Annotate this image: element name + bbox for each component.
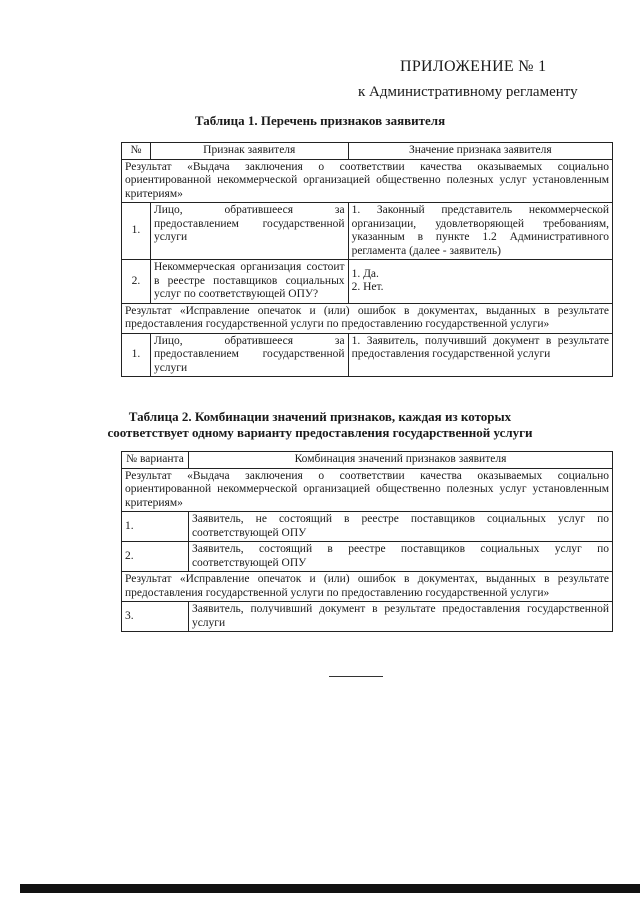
table2-caption-line2: соответствует одному варианту предоставления государственной услуги	[107, 425, 533, 440]
table2-caption-line1: Таблица 2. Комбинации значений признаков, каждая из которых	[128, 409, 512, 424]
variant-number: 3.	[122, 602, 189, 632]
value-option-yes: 1. Да.	[351, 267, 379, 280]
section-result-correction: Результат «Исправление опечаток и (или) ошибок в документах, выданных в результате предоставления государственной услуги по предоставлению государственной услуги»	[122, 572, 613, 602]
col-header-combination: Комбинация значений признаков заявителя	[188, 452, 612, 469]
table2-header-row	[122, 452, 613, 469]
col-header-variant-number: № варианта	[122, 452, 189, 469]
applicant-sign: Некоммерческая организация состоит в реестре поставщиков социальных услуг по соответствующей ОПУ?	[150, 260, 348, 304]
table1-section-row	[122, 303, 613, 333]
variant-combination: Заявитель, не состоящий в реестре поставщиков социальных услуг по соответствующей ОПУ	[188, 512, 612, 542]
section-result-conclusion: Результат «Выдача заключения о соответствии качества оказываемых социально ориентированной некоммерческой организацией общественно полезных услуг установленным критериям»	[122, 468, 613, 512]
variant-number: 1.	[122, 512, 189, 542]
section-result-conclusion: Результат «Выдача заключения о соответствии качества оказываемых социально ориентированной некоммерческой организацией общественно полезных услуг установленным критериям»	[122, 159, 613, 203]
table2-caption	[0, 409, 640, 441]
section-result-correction: Результат «Исправление опечаток и (или) ошибок в документах, выданных в результате предоставления государственной услуги по предоставлению государственной услуги»	[122, 303, 613, 333]
footer-divider	[329, 676, 383, 677]
table1-caption: Таблица 1. Перечень признаков заявителя	[194, 113, 446, 128]
variant-combinations-table	[121, 451, 613, 632]
sign-value: 1. Заявитель, получивший документ в результате предоставления государственной услуги	[348, 333, 612, 377]
appendix-subtitle: к Административному регламенту	[358, 84, 578, 100]
scan-edge-bar	[20, 884, 640, 893]
variant-combination: Заявитель, состоящий в реестре поставщиков социальных услуг по соответствующей ОПУ	[188, 542, 612, 572]
table-row	[122, 602, 613, 632]
table1-header-row	[122, 143, 613, 160]
table-row	[122, 203, 613, 260]
variant-combination: Заявитель, получивший документ в результате предоставления государственной услуги	[188, 602, 612, 632]
sign-value	[348, 260, 612, 304]
col-header-value: Значение признака заявителя	[348, 143, 612, 160]
table-row	[122, 512, 613, 542]
table2-section-row	[122, 468, 613, 512]
table-row	[122, 333, 613, 377]
applicant-sign: Лицо, обратившееся за предоставлением государственной услуги	[150, 333, 348, 377]
row-number: 1.	[122, 203, 151, 260]
table-row	[122, 260, 613, 304]
table1-section-row	[122, 159, 613, 203]
value-option-no: 2. Нет.	[351, 281, 384, 294]
row-number: 1.	[122, 333, 151, 377]
applicant-signs-table	[121, 142, 613, 377]
applicant-sign: Лицо, обратившееся за предоставлением государственной услуги	[150, 203, 348, 260]
table-row	[122, 542, 613, 572]
col-header-number: №	[122, 143, 151, 160]
table2-section-row	[122, 572, 613, 602]
row-number: 2.	[122, 260, 151, 304]
sign-value: 1. Законный представитель некоммерческой организации, удовлетворяющей требованиям, указанным в пункте 1.2 Административного регламента (далее - заявитель)	[348, 203, 612, 260]
variant-number: 2.	[122, 542, 189, 572]
col-header-sign: Признак заявителя	[150, 143, 348, 160]
appendix-title: ПРИЛОЖЕНИЕ № 1	[400, 58, 547, 75]
